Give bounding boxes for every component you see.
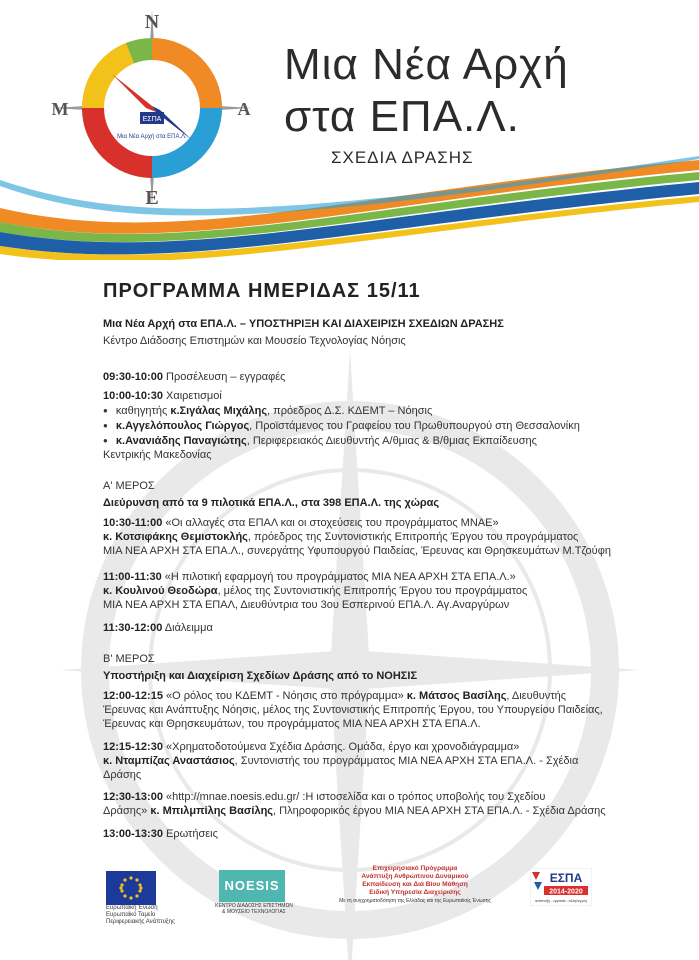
session-a2 xyxy=(103,570,643,612)
eu-text: Ευρωπαϊκή Ένωση xyxy=(106,905,158,911)
break-time: 11:30-12:00 xyxy=(103,622,163,634)
session-speaker: κ. Κουλινού Θεοδώρα xyxy=(103,585,218,597)
session-talk-cont: Δράσης» xyxy=(103,805,151,817)
part-b-heading: Υποστήριξη και Διαχείριση Σχεδίων Δράσης από το ΝΟΗΣΙΣ xyxy=(103,670,418,682)
arrival-text: Προσέλευση – εγγραφές xyxy=(166,371,286,383)
part-b-label: Β' ΜΕΡΟΣ xyxy=(103,653,155,665)
arrival-time: 09:30-10:00 xyxy=(103,371,163,383)
greeting-item xyxy=(103,404,643,419)
session-talk: «Η πιλοτική εφαρμογή του προγράμματος ΜΙΑ ΝΕΑ ΑΡΧΗ ΣΤΑ ΕΠΑ.Λ.» xyxy=(161,571,516,583)
session-role: , Συντονιστής του προγράμματος ΜΙΑ ΝΕΑ ΑΡΧΗ ΣΤΑ ΕΠΑ.Λ. - Σχέδια xyxy=(234,755,579,767)
subtitle: ΣΧΕΔΙΑ ΔΡΑΣΗΣ xyxy=(331,148,474,167)
compass-west: Μ xyxy=(51,99,69,119)
greetings-row xyxy=(103,389,643,403)
session-b2 xyxy=(103,740,643,782)
op-line: Ανάπτυξη Ανθρώπινου Δυναμικού xyxy=(361,873,469,880)
session-talk: «http://mnae.noesis.edu.gr/ :Η ιστοσελίδα και ο τρόπος υποβολής του Σχεδίου xyxy=(162,791,546,803)
part-a-label: Α' ΜΕΡΟΣ xyxy=(103,480,155,492)
questions-row xyxy=(103,827,643,841)
session-time: 12:00-12:15 xyxy=(103,690,163,702)
arrival-row xyxy=(103,370,643,384)
op-line: Με τη συγχρηματοδότηση της Ελλάδας και της Ευρωπαϊκής Ένωσης xyxy=(339,898,491,904)
session-role-cont: Έρευνας και Θρησκευμάτων, του προγράμματος ΜΙΑ ΝΕΑ ΑΡΧΗ ΣΤΑ ΕΠΑ.Λ. xyxy=(103,718,481,730)
espa-years: 2014-2020 xyxy=(549,888,583,896)
greeting-prefix: καθηγητής xyxy=(115,405,171,417)
event-title xyxy=(103,317,643,331)
part-a-heading: Διεύρυνση από τα 9 πιλοτικά ΕΠΑ.Λ., στα 398 ΕΠΑ.Λ. της χώρας xyxy=(103,497,440,509)
eu-caption xyxy=(106,905,176,926)
venue: Κέντρο Διάδοσης Επιστημών και Μουσείο Τεχνολογίας Νόησις xyxy=(103,335,406,347)
compass-ring-text: Μια Νέα Αρχή στα ΕΠΑ.Λ. xyxy=(117,134,187,140)
session-b3 xyxy=(103,790,643,818)
eu-flag-logo xyxy=(106,870,156,908)
op-logo-text xyxy=(330,865,500,905)
greeting-item xyxy=(103,419,643,434)
session-role-cont: Δράσης xyxy=(103,769,142,781)
session-role-cont: Έρευνας και Ανάπτυξης Νόησις, μέλος της Συντονιστικής Επιτροπής Έργου, του Υπουργείου Παιδείας, xyxy=(103,704,603,716)
greeting-role: , πρόεδρος Δ.Σ. ΚΔΕΜΤ – Νόησις xyxy=(267,405,433,417)
greeting-name: κ.Σιγάλας Μιχάλης xyxy=(170,405,268,417)
greeting-role: , Προϊστάμενος του Γραφείου του Πρωθυπουργού στη Θεσσαλονίκη xyxy=(249,420,580,432)
session-talk: «Οι αλλαγές στα ΕΠΑΛ και οι στοχεύσεις του προγράμματος ΜΝΑΕ» xyxy=(162,517,499,529)
compass-north: Ν xyxy=(144,11,160,33)
session-speaker: κ. Κοτσιφάκης Θεμιστοκλής xyxy=(103,531,248,543)
greeting-name: κ.Αγγελόπουλος Γιώργος xyxy=(115,420,250,432)
greeting-role: , Περιφερειακός Διευθυντής Α/θμιας & Β/θμιας Εκπαίδευσης xyxy=(246,435,537,447)
eu-sub: Ευρωπαϊκό Ταμείο Περιφερειακής Ανάπτυξης xyxy=(106,912,175,925)
espa-text: ΕΣΠΑ xyxy=(549,871,583,885)
op-line: Εκπαίδευση και Διά Βίου Μάθηση xyxy=(362,881,468,888)
session-time: 11:00-11:30 xyxy=(103,571,162,583)
op-line: Επιχειρησιακό Πρόγραμμα xyxy=(372,865,458,872)
noesis-logo: NOESIS xyxy=(219,870,285,902)
session-speaker: κ. Μπιλμπίλης Βασίλης xyxy=(150,805,274,817)
session-role: , Διευθυντής xyxy=(506,690,567,702)
session-a1 xyxy=(103,516,643,558)
espa-logo xyxy=(530,868,592,906)
event-title-text: Μια Νέα Αρχή στα ΕΠΑ.Λ. – ΥΠΟΣΤΗΡΙΞΗ ΚΑΙ ΔΙΑΧΕΙΡΙΣΗ ΣΧΕΔΙΩΝ ΔΡΑΣΗΣ xyxy=(103,318,504,330)
greetings-continuation: Κεντρικής Μακεδονίας xyxy=(103,449,212,461)
greetings-time: 10:00-10:30 xyxy=(103,390,163,402)
session-talk: «Χρηματοδοτούμενα Σχέδια Δράσης. Ομάδα, έργο και χρονοδιάγραμμα» xyxy=(162,741,520,753)
greeting-name: κ.Ανανιάδης Παναγιώτης xyxy=(115,435,247,447)
op-line: Ειδική Υπηρεσία Διαχείρισης xyxy=(369,889,461,896)
session-time: 12:15-12:30 xyxy=(103,741,163,753)
compass-east: Α xyxy=(237,99,251,119)
session-b1 xyxy=(103,689,643,731)
compass-south: Ε xyxy=(145,187,159,208)
greetings-text: Χαιρετισμοί xyxy=(166,390,222,402)
break-text: Διάλειμμα xyxy=(162,622,213,634)
program-title: ΠΡΟΓΡΑΜΜΑ ΗΜΕΡΙΔΑΣ 15/11 xyxy=(103,280,421,302)
session-time: 10:30-11:00 xyxy=(103,517,163,529)
session-role-cont: ΜΙΑ ΝΕΑ ΑΡΧΗ ΣΤΑ ΕΠΑΛ, Διευθύντρια του 3ου Εσπερινού ΕΠΑ.Λ. Αγ.Αναργύρων xyxy=(103,599,510,611)
session-role: , μέλος της Συντονιστικής Επιτροπής Έργου του προγράμματος xyxy=(217,585,528,597)
main-title-line1: Μια Νέα Αρχή xyxy=(284,40,569,89)
compass-badge: ΕΣΠΑ xyxy=(142,116,162,123)
session-time: 12:30-13:00 xyxy=(103,791,163,803)
break-row xyxy=(103,621,643,635)
session-speaker: κ. Νταμπίζας Αναστάσιος xyxy=(103,755,235,767)
espa-tagline: ανάπτυξη - εργασία - αλληλεγγύη xyxy=(535,899,587,903)
session-role: , Πληροφορικός έργου ΜΙΑ ΝΕΑ ΑΡΧΗ ΣΤΑ ΕΠΑ.Λ. - Σχέδια Δράσης xyxy=(273,805,606,817)
questions-text: Ερωτήσεις xyxy=(162,828,218,840)
session-role-cont: ΜΙΑ ΝΕΑ ΑΡΧΗ ΣΤΑ ΕΠΑ.Λ., συνεργάτης Υφυπουργού Παιδείας, Έρευνας και Θρησκευμάτων Μ.Τζούφη xyxy=(103,545,611,557)
header-waves xyxy=(0,150,699,260)
main-title-line2: στα ΕΠΑ.Λ. xyxy=(284,92,520,141)
questions-time: 13:00-13:30 xyxy=(103,828,163,840)
greeting-item xyxy=(103,434,643,449)
session-role: , πρόεδρος της Συντονιστικής Επιτροπής Έργου του προγράμματος xyxy=(247,531,579,543)
session-speaker: κ. Μάτσος Βασίλης xyxy=(406,690,507,702)
session-talk: «Ο ρόλος του ΚΔΕΜΤ - Νόησις στο πρόγραμμα» xyxy=(162,690,407,702)
noesis-caption: ΚΕΝΤΡΟ ΔΙΑΔΟΣΗΣ ΕΠΙΣΤΗΜΩΝ & ΜΟΥΣΕΙΟ ΤΕΧΝΟΛΟΓΙΑΣ xyxy=(215,903,293,915)
